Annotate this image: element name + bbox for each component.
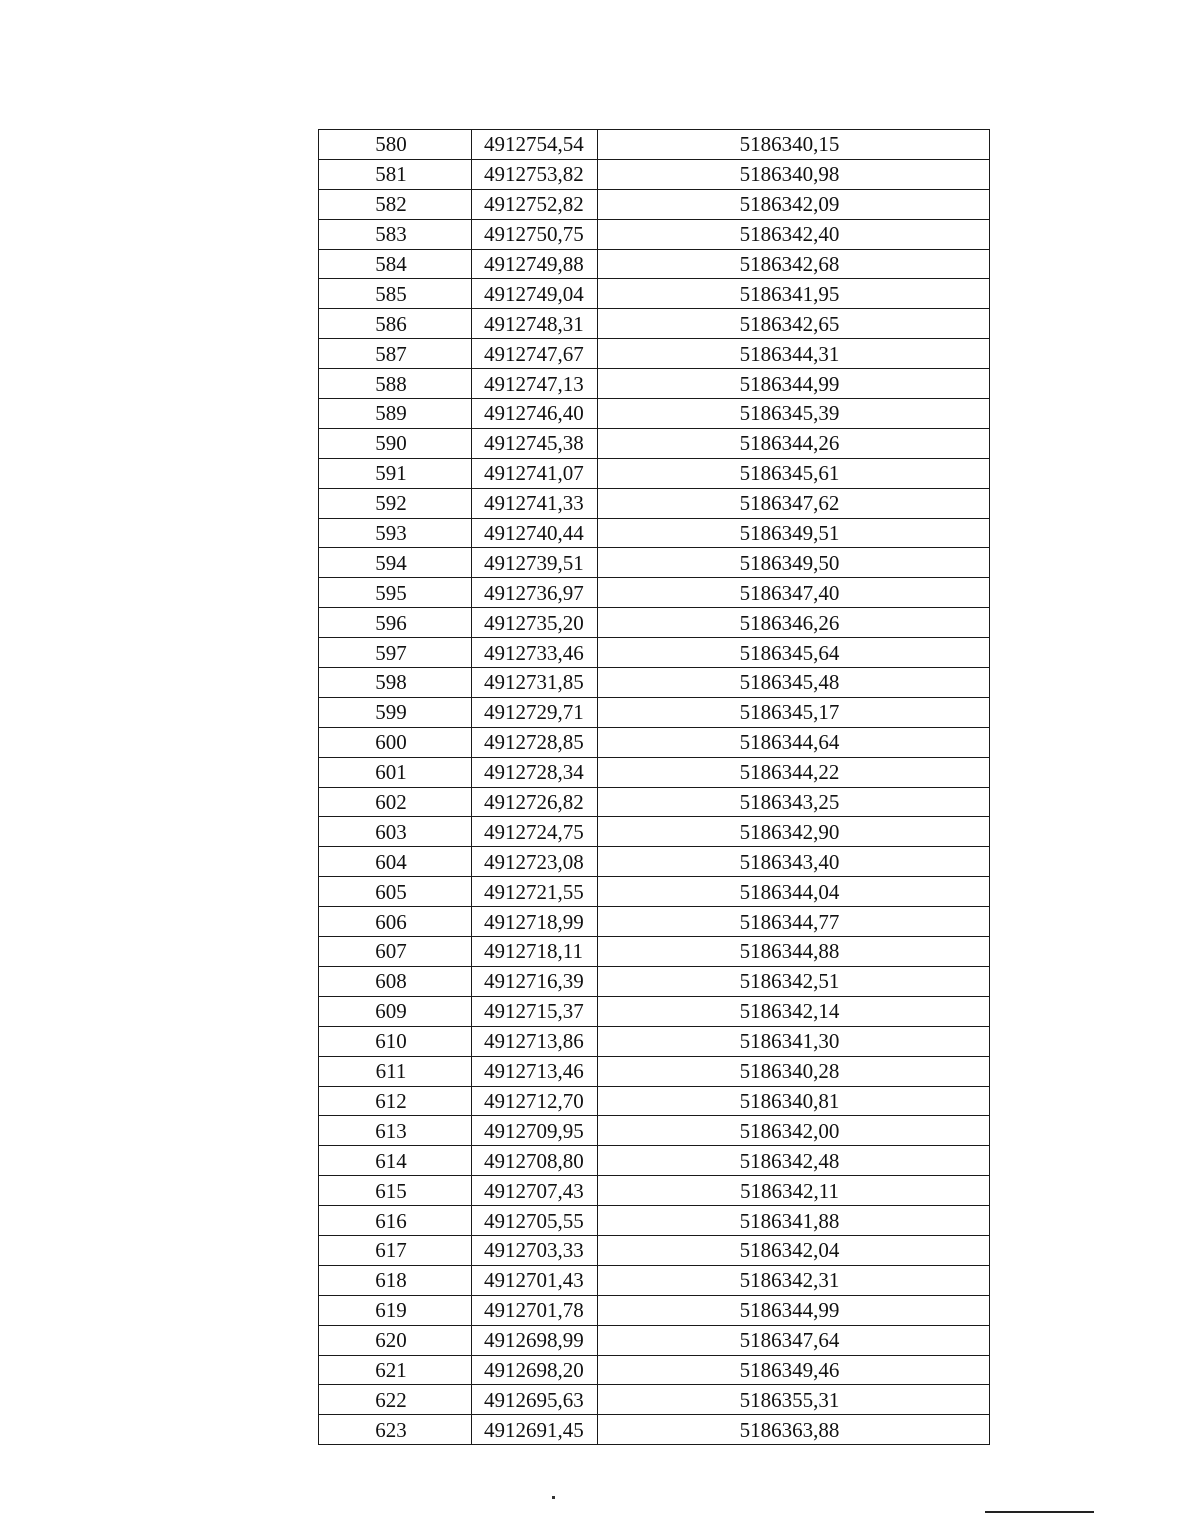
x-coordinate-cell: 4912713,46 (472, 1056, 598, 1086)
point-number-cell: 588 (319, 369, 472, 399)
x-coordinate-cell: 4912698,99 (472, 1325, 598, 1355)
x-coordinate-cell: 4912724,75 (472, 817, 598, 847)
x-coordinate-cell: 4912748,31 (472, 309, 598, 339)
x-coordinate-cell: 4912691,45 (472, 1415, 598, 1445)
y-coordinate-cell: 5186340,15 (598, 130, 990, 160)
y-coordinate-cell: 5186344,22 (598, 757, 990, 787)
point-number-cell: 581 (319, 159, 472, 189)
point-number-cell: 585 (319, 279, 472, 309)
point-number-cell: 584 (319, 249, 472, 279)
table-row (319, 159, 990, 189)
table-row (319, 130, 990, 160)
y-coordinate-cell: 5186344,77 (598, 907, 990, 937)
y-coordinate-cell: 5186344,31 (598, 339, 990, 369)
x-coordinate-cell: 4912728,85 (472, 727, 598, 757)
point-number-cell: 614 (319, 1146, 472, 1176)
y-coordinate-cell: 5186342,48 (598, 1146, 990, 1176)
table-row (319, 996, 990, 1026)
table-row (319, 249, 990, 279)
x-coordinate-cell: 4912745,38 (472, 428, 598, 458)
x-coordinate-cell: 4912726,82 (472, 787, 598, 817)
table-row (319, 1086, 990, 1116)
y-coordinate-cell: 5186342,90 (598, 817, 990, 847)
x-coordinate-cell: 4912739,51 (472, 548, 598, 578)
table-row (319, 907, 990, 937)
x-coordinate-cell: 4912749,88 (472, 249, 598, 279)
point-number-cell: 613 (319, 1116, 472, 1146)
point-number-cell: 601 (319, 757, 472, 787)
table-row (319, 1056, 990, 1086)
point-number-cell: 608 (319, 966, 472, 996)
y-coordinate-cell: 5186344,04 (598, 877, 990, 907)
x-coordinate-cell: 4912736,97 (472, 578, 598, 608)
y-coordinate-cell: 5186346,26 (598, 608, 990, 638)
table-row (319, 937, 990, 967)
table-row (319, 1355, 990, 1385)
x-coordinate-cell: 4912718,11 (472, 937, 598, 967)
point-number-cell: 580 (319, 130, 472, 160)
x-coordinate-cell: 4912754,54 (472, 130, 598, 160)
table-row (319, 309, 990, 339)
y-coordinate-cell: 5186342,51 (598, 966, 990, 996)
coordinates-table-body (319, 130, 990, 1445)
point-number-cell: 600 (319, 727, 472, 757)
footer-dot (552, 1496, 555, 1499)
y-coordinate-cell: 5186349,50 (598, 548, 990, 578)
y-coordinate-cell: 5186344,99 (598, 1295, 990, 1325)
y-coordinate-cell: 5186343,40 (598, 847, 990, 877)
point-number-cell: 609 (319, 996, 472, 1026)
x-coordinate-cell: 4912749,04 (472, 279, 598, 309)
point-number-cell: 605 (319, 877, 472, 907)
y-coordinate-cell: 5186342,68 (598, 249, 990, 279)
x-coordinate-cell: 4912740,44 (472, 518, 598, 548)
point-number-cell: 586 (319, 309, 472, 339)
table-row (319, 578, 990, 608)
point-number-cell: 607 (319, 937, 472, 967)
point-number-cell: 621 (319, 1355, 472, 1385)
x-coordinate-cell: 4912718,99 (472, 907, 598, 937)
point-number-cell: 620 (319, 1325, 472, 1355)
y-coordinate-cell: 5186342,14 (598, 996, 990, 1026)
point-number-cell: 599 (319, 697, 472, 727)
x-coordinate-cell: 4912703,33 (472, 1235, 598, 1265)
y-coordinate-cell: 5186340,81 (598, 1086, 990, 1116)
table-row (319, 369, 990, 399)
x-coordinate-cell: 4912746,40 (472, 399, 598, 429)
x-coordinate-cell: 4912741,33 (472, 488, 598, 518)
x-coordinate-cell: 4912753,82 (472, 159, 598, 189)
y-coordinate-cell: 5186342,40 (598, 219, 990, 249)
x-coordinate-cell: 4912705,55 (472, 1206, 598, 1236)
table-row (319, 608, 990, 638)
x-coordinate-cell: 4912723,08 (472, 847, 598, 877)
table-row (319, 279, 990, 309)
y-coordinate-cell: 5186344,64 (598, 727, 990, 757)
table-row (319, 668, 990, 698)
table-row (319, 877, 990, 907)
point-number-cell: 616 (319, 1206, 472, 1236)
point-number-cell: 591 (319, 458, 472, 488)
coordinates-table (318, 129, 990, 1445)
y-coordinate-cell: 5186342,65 (598, 309, 990, 339)
point-number-cell: 618 (319, 1265, 472, 1295)
table-row (319, 1325, 990, 1355)
table-row (319, 1026, 990, 1056)
y-coordinate-cell: 5186340,98 (598, 159, 990, 189)
y-coordinate-cell: 5186342,11 (598, 1176, 990, 1206)
x-coordinate-cell: 4912701,78 (472, 1295, 598, 1325)
point-number-cell: 623 (319, 1415, 472, 1445)
y-coordinate-cell: 5186345,61 (598, 458, 990, 488)
y-coordinate-cell: 5186342,31 (598, 1265, 990, 1295)
point-number-cell: 598 (319, 668, 472, 698)
y-coordinate-cell: 5186341,88 (598, 1206, 990, 1236)
point-number-cell: 615 (319, 1176, 472, 1206)
y-coordinate-cell: 5186347,64 (598, 1325, 990, 1355)
x-coordinate-cell: 4912707,43 (472, 1176, 598, 1206)
y-coordinate-cell: 5186343,25 (598, 787, 990, 817)
x-coordinate-cell: 4912701,43 (472, 1265, 598, 1295)
table-row (319, 1385, 990, 1415)
point-number-cell: 611 (319, 1056, 472, 1086)
point-number-cell: 594 (319, 548, 472, 578)
table-row (319, 399, 990, 429)
table-row (319, 727, 990, 757)
y-coordinate-cell: 5186342,04 (598, 1235, 990, 1265)
y-coordinate-cell: 5186349,51 (598, 518, 990, 548)
x-coordinate-cell: 4912735,20 (472, 608, 598, 638)
point-number-cell: 583 (319, 219, 472, 249)
y-coordinate-cell: 5186344,26 (598, 428, 990, 458)
table-row (319, 817, 990, 847)
x-coordinate-cell: 4912729,71 (472, 697, 598, 727)
table-row (319, 339, 990, 369)
footer-rule (985, 1511, 1094, 1513)
table-row (319, 1176, 990, 1206)
y-coordinate-cell: 5186347,40 (598, 578, 990, 608)
table-row (319, 1265, 990, 1295)
y-coordinate-cell: 5186355,31 (598, 1385, 990, 1415)
table-row (319, 488, 990, 518)
y-coordinate-cell: 5186349,46 (598, 1355, 990, 1385)
y-coordinate-cell: 5186344,99 (598, 369, 990, 399)
point-number-cell: 595 (319, 578, 472, 608)
x-coordinate-cell: 4912728,34 (472, 757, 598, 787)
x-coordinate-cell: 4912733,46 (472, 638, 598, 668)
x-coordinate-cell: 4912721,55 (472, 877, 598, 907)
x-coordinate-cell: 4912695,63 (472, 1385, 598, 1415)
point-number-cell: 587 (319, 339, 472, 369)
table-row (319, 697, 990, 727)
point-number-cell: 619 (319, 1295, 472, 1325)
y-coordinate-cell: 5186342,09 (598, 189, 990, 219)
table-row (319, 189, 990, 219)
point-number-cell: 604 (319, 847, 472, 877)
table-row (319, 1116, 990, 1146)
table-row (319, 428, 990, 458)
point-number-cell: 592 (319, 488, 472, 518)
table-row (319, 548, 990, 578)
x-coordinate-cell: 4912708,80 (472, 1146, 598, 1176)
y-coordinate-cell: 5186347,62 (598, 488, 990, 518)
point-number-cell: 597 (319, 638, 472, 668)
x-coordinate-cell: 4912716,39 (472, 966, 598, 996)
point-number-cell: 590 (319, 428, 472, 458)
table-row (319, 757, 990, 787)
x-coordinate-cell: 4912747,13 (472, 369, 598, 399)
x-coordinate-cell: 4912715,37 (472, 996, 598, 1026)
table-row (319, 847, 990, 877)
x-coordinate-cell: 4912747,67 (472, 339, 598, 369)
x-coordinate-cell: 4912712,70 (472, 1086, 598, 1116)
point-number-cell: 596 (319, 608, 472, 638)
point-number-cell: 612 (319, 1086, 472, 1116)
table-row (319, 1146, 990, 1176)
y-coordinate-cell: 5186345,64 (598, 638, 990, 668)
x-coordinate-cell: 4912709,95 (472, 1116, 598, 1146)
x-coordinate-cell: 4912750,75 (472, 219, 598, 249)
point-number-cell: 593 (319, 518, 472, 548)
y-coordinate-cell: 5186341,95 (598, 279, 990, 309)
x-coordinate-cell: 4912741,07 (472, 458, 598, 488)
y-coordinate-cell: 5186341,30 (598, 1026, 990, 1056)
y-coordinate-cell: 5186342,00 (598, 1116, 990, 1146)
table-row (319, 966, 990, 996)
table-row (319, 518, 990, 548)
y-coordinate-cell: 5186345,48 (598, 668, 990, 698)
x-coordinate-cell: 4912752,82 (472, 189, 598, 219)
y-coordinate-cell: 5186344,88 (598, 937, 990, 967)
table-row (319, 219, 990, 249)
table-row (319, 1206, 990, 1236)
x-coordinate-cell: 4912713,86 (472, 1026, 598, 1056)
point-number-cell: 617 (319, 1235, 472, 1265)
point-number-cell: 589 (319, 399, 472, 429)
table-row (319, 1415, 990, 1445)
table-row (319, 1295, 990, 1325)
y-coordinate-cell: 5186345,39 (598, 399, 990, 429)
y-coordinate-cell: 5186345,17 (598, 697, 990, 727)
point-number-cell: 606 (319, 907, 472, 937)
table-row (319, 787, 990, 817)
point-number-cell: 610 (319, 1026, 472, 1056)
point-number-cell: 602 (319, 787, 472, 817)
y-coordinate-cell: 5186363,88 (598, 1415, 990, 1445)
table-row (319, 638, 990, 668)
table-row (319, 458, 990, 488)
x-coordinate-cell: 4912731,85 (472, 668, 598, 698)
x-coordinate-cell: 4912698,20 (472, 1355, 598, 1385)
point-number-cell: 582 (319, 189, 472, 219)
y-coordinate-cell: 5186340,28 (598, 1056, 990, 1086)
point-number-cell: 622 (319, 1385, 472, 1415)
table-row (319, 1235, 990, 1265)
point-number-cell: 603 (319, 817, 472, 847)
